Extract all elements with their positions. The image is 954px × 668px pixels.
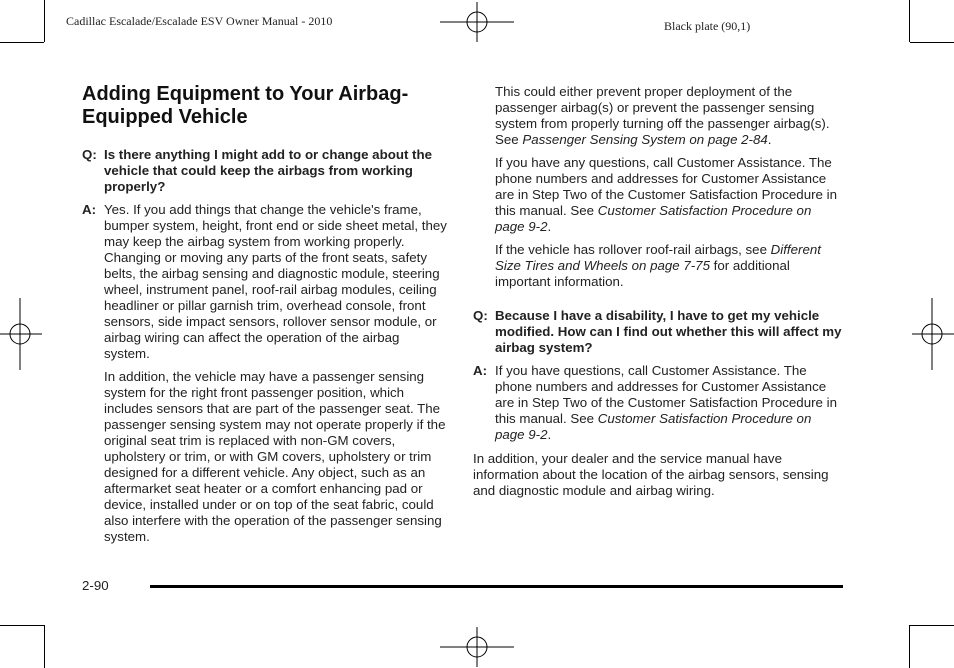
manual-title: Cadillac Escalade/Escalade ESV Owner Manual - 2010 — [66, 14, 333, 28]
page-number: 2-90 — [82, 578, 109, 593]
answer-paragraph: In addition, the vehicle may have a passenger sensing system for the right front passenger position, which includes sensors that are part of the passenger seat. The passenger sensing system may not operate properly if the original seat trim is replaced with non-GM covers, upholstery or trim, or with GM covers, upholstery or trim designed for a different vehicle. Any object, such as an aftermarket seat heater or a comfort enhancing pad or device, installed under or on top of the seat fabric, could also interfere with the operation of the passenger sensing system. — [104, 369, 446, 544]
question-1 — [82, 147, 448, 195]
footer-rule — [150, 585, 843, 588]
answer-paragraph: If you have questions, call Customer Assistance. The phone numbers and addresses for Customer Assistance are in Step Two of the Customer Satisfaction Procedure in this manual. See Customer Satisfaction Procedure on page 9-2. — [495, 363, 837, 442]
answer-1 — [82, 202, 448, 545]
plate-label: Black plate (90,1) — [664, 19, 751, 33]
question-label: Q: — [82, 147, 97, 162]
right-column — [473, 84, 843, 499]
registration-mark-right-icon — [912, 298, 954, 370]
cross-reference-link[interactable]: Customer Satisfaction Procedure on page 9-2 — [495, 411, 812, 442]
answer-paragraph: If you have any questions, call Customer Assistance. The phone numbers and addresses for Customer Assistance are in Step Two of the Customer Satisfaction Procedure in this manual. See Customer Satisfaction Procedure on page 9-2. — [495, 155, 837, 234]
cross-reference-link[interactable]: Customer Satisfaction Procedure on page 9-2 — [495, 203, 812, 234]
question-2 — [473, 308, 843, 356]
answer-label: A: — [82, 202, 97, 217]
section-title: Adding Equipment to Your Airbag-Equipped Vehicle — [82, 83, 409, 128]
question-label: Q: — [473, 308, 488, 323]
question-text: Because I have a disability, I have to get my vehicle modified. How can I find out whether this will affect my airbag system? — [495, 308, 842, 355]
registration-mark-bottom-icon — [440, 627, 514, 667]
answer-2 — [473, 363, 843, 443]
cross-reference-link[interactable]: Passenger Sensing System on page 2-84 — [522, 132, 768, 147]
answer-label: A: — [473, 363, 488, 378]
left-column — [82, 147, 448, 545]
question-text: Is there anything I might add to or change about the vehicle that could keep the airbags from working properly? — [104, 147, 433, 194]
answer-paragraph: This could either prevent proper deployment of the passenger airbag(s) or prevent the passenger sensing system from properly turning off the passenger airbag(s). See Passenger Sensing System on page 2-84. — [495, 84, 830, 147]
closing-paragraph: In addition, your dealer and the service manual have information about the location of the airbag sensors, sensing and diagnostic module and airbag wiring. — [473, 451, 829, 498]
cross-reference-link[interactable]: Different Size Tires and Wheels on page 7-75 — [495, 242, 821, 273]
answer-paragraph: If the vehicle has rollover roof-rail airbags, see Different Size Tires and Wheels on page 7-75 for additional important information. — [495, 242, 821, 289]
registration-mark-top-icon — [440, 2, 514, 42]
answer-1-continued — [473, 84, 843, 290]
registration-mark-left-icon — [0, 298, 42, 370]
answer-paragraph: Yes. If you add things that change the vehicle's frame, bumper system, height, front end or side sheet metal, they may keep the airbag system from working properly. Changing or moving any parts of the front seats, safety belts, the airbag sensing and diagnostic module, steering wheel, instrument panel, roof-rail airbag modules, ceiling headliner or pillar garnish trim, overhead console, front sensors, side impact sensors, rollover sensor module, or airbag wiring can affect the operation of the airbag system. — [104, 202, 447, 361]
